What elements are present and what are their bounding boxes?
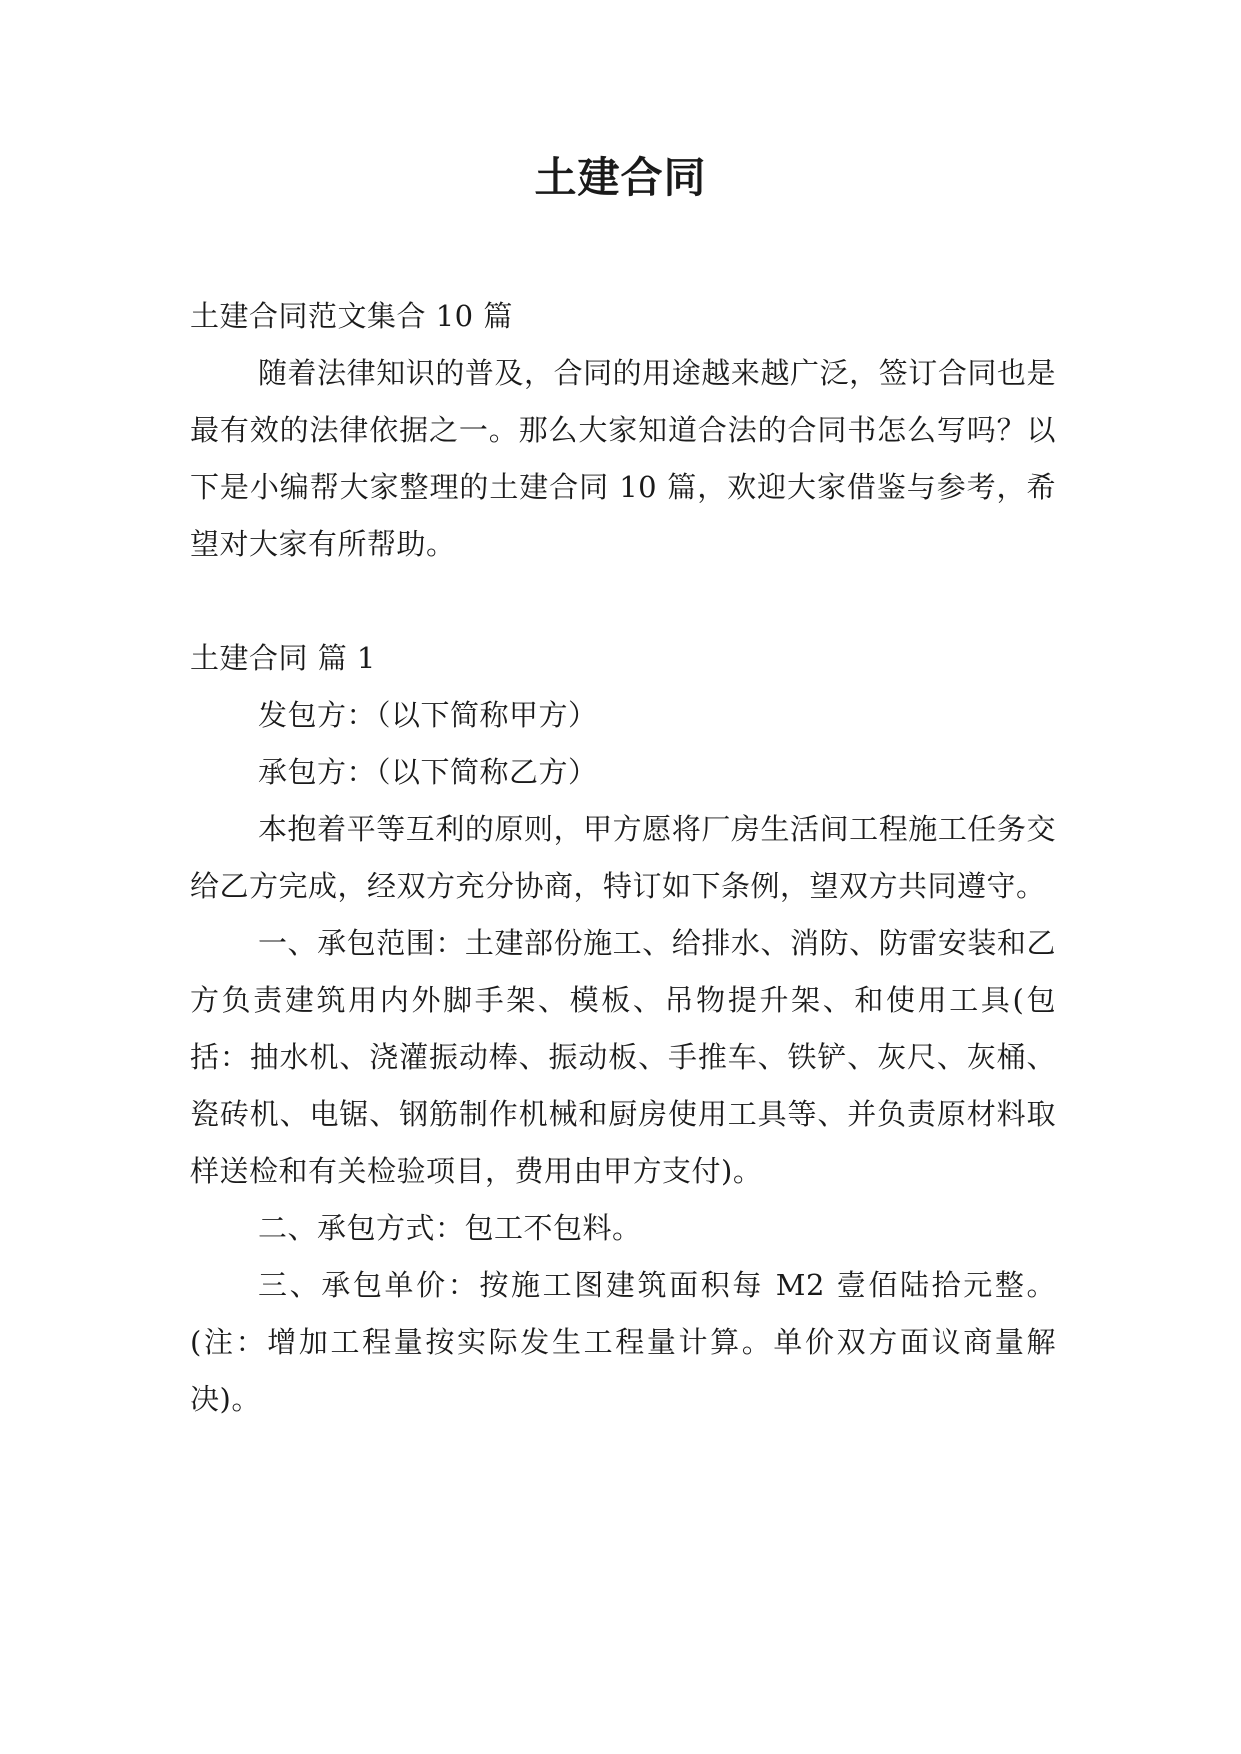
clause-3-price: 三、承包单价：按施工图建筑面积每 M2 壹佰陆拾元整。(注：增加工程量按实际发生工程量计算。单价双方面议商量解决)。: [190, 1268, 1056, 1416]
party-a-line: 发包方：（以下简称甲方）: [258, 698, 598, 732]
document-title: 土建合同: [534, 153, 707, 202]
clause-1-scope: 一、承包范围：土建部份施工、给排水、消防、防雷安装和乙方负责建筑用内外脚手架、模板、吊物提升架、和使用工具(包括：抽水机、浇灌振动棒、振动板、手推车、铁铲、灰尺、灰桶、瓷砖机、电锯、钢筋制作机械和厨房使用工具等、并负责原材料取样送检和有关检验项目，费用由甲方支付)。: [190, 926, 1056, 1188]
document-body: [190, 288, 1056, 1428]
intro-paragraph: 随着法律知识的普及，合同的用途越来越广泛，签订合同也是最有效的法律依据之一。那么大家知道合法的合同书怎么写吗？以下是小编帮大家整理的土建合同 10 篇，欢迎大家借鉴与参考，希望对大家有所帮助。: [190, 356, 1056, 561]
document-subtitle: 土建合同范文集合 10 篇: [190, 299, 513, 333]
party-b-line: 承包方：（以下简称乙方）: [258, 755, 598, 789]
paragraph-gap: [190, 573, 1056, 630]
clause-2-method: 二、承包方式：包工不包料。: [258, 1211, 642, 1245]
preamble-paragraph: 本抱着平等互利的原则，甲方愿将厂房生活间工程施工任务交给乙方完成，经双方充分协商，特订如下条例，望双方共同遵守。: [190, 812, 1056, 903]
section-heading: 土建合同 篇 1: [190, 641, 376, 675]
